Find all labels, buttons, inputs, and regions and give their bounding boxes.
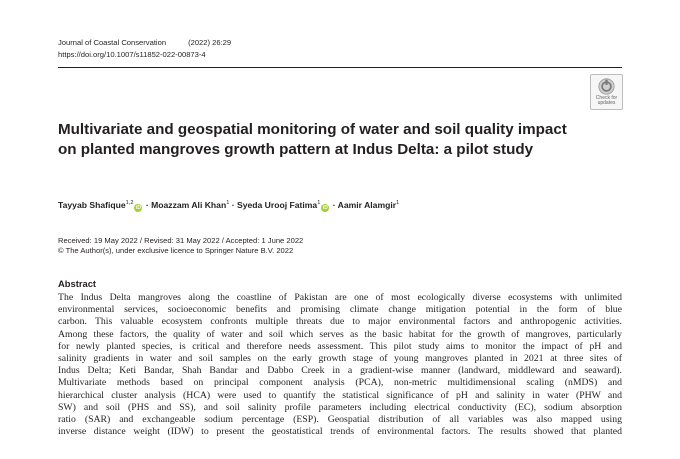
abstract-line: ratio (SAR) and exchangeable sodium percentage (ESP). Geospatial distribution of all variables was also mapped using (58, 414, 622, 426)
author-affiliation: 1 (317, 200, 321, 206)
abstract-line: The Indus Delta mangroves along the coastline of Pakistan are one of most ecologically diverse ecosystems with unlimited (58, 292, 622, 303)
check-updates-icon (598, 78, 615, 95)
badge-line-2: updates (597, 100, 616, 107)
author-4[interactable] (338, 200, 400, 210)
author-name: Aamir Alamgir (337, 200, 397, 210)
abstract-line: for newly planted species, is critical and therefore needs assessment. This pilot study aims to monitor the impact of pH and (58, 340, 622, 352)
abstract-line: salinity gradients in water and soil samples on the early growth stage of young mangroves planted in 2021 at three sites of (58, 353, 622, 365)
abstract-line: Indus Delta; Keti Bandar, Shah Bandar and Dabbo Creek in a gradient-wise manner (landward, middleward and seaward). (58, 365, 622, 377)
abstract-line: hierarchical cluster analysis (HCA) were used to quantify the statistical significance of pH and salinity in water (PHW and (58, 389, 622, 401)
author-separator: · (229, 200, 237, 210)
paper-title: Multivariate and geospatial monitoring of water and soil quality impact on planted mangroves growth pattern at Indus Delta: a pilot study (58, 121, 567, 158)
author-list (58, 200, 399, 212)
author-name: Moazzam Ali Khan (151, 200, 227, 210)
abstract-line: Multivariate methods based on principal component analysis (PCA), non-metric multidimensional scaling (nMDS) and (58, 377, 622, 389)
journal-name: Journal of Coastal Conservation (58, 38, 167, 47)
author-3[interactable] (237, 200, 320, 210)
orcid-icon[interactable]: iD (322, 205, 328, 211)
author-affiliation: 1,2 (125, 200, 134, 206)
publication-history (58, 236, 303, 257)
header-rule (58, 67, 622, 68)
abstract-heading: Abstract (58, 278, 97, 289)
abstract-line: carbon. This valuable ecosystem confronts multiple threats due to major environmental factors and anthropogenic activities. (58, 316, 622, 328)
abstract-line: Among these factors, the quality of water and soil which serves as the basic habitat for the growth of mangroves, particularly (58, 328, 622, 340)
journal-volume: (2022) 26:29 (188, 38, 232, 47)
abstract-body (58, 292, 622, 438)
journal-header (58, 37, 231, 60)
abstract-line: inverse distance weight (IDW) to present the geostatistical trends of environmental factors. The results showed that planted (58, 426, 622, 438)
badge-line-1: Check for (595, 95, 618, 101)
author-name: Tayyab Shafique (58, 200, 126, 210)
author-separator: · (143, 200, 152, 210)
orcid-icon[interactable]: iD (135, 205, 141, 211)
author-affiliation: 1 (226, 200, 230, 206)
copyright-notice: © The Author(s), under exclusive licence to Springer Nature B.V. 2022 (58, 246, 294, 256)
doi-link[interactable]: https://doi.org/10.1007/s11852-022-00873-4 (58, 49, 206, 59)
author-separator: · (330, 200, 338, 210)
check-for-updates-badge[interactable] (590, 74, 623, 110)
abstract-line: SW) and soil (PHS and SS), and soil salinity profile parameters including electrical conductivity (EC), sodium absorption (58, 401, 622, 413)
author-name: Syeda Urooj Fatima (236, 200, 318, 210)
journal-citation-row (58, 37, 231, 49)
author-1[interactable] (58, 200, 133, 210)
abstract-line: environmental services, socioeconomic benefits and promising climate change mitigation potential in the form of blue (58, 304, 622, 316)
received-revised-accepted-dates: Received: 19 May 2022 / Revised: 31 May 2022 / Accepted: 1 June 2022 (58, 236, 304, 245)
author-affiliation: 1 (396, 200, 400, 206)
author-2[interactable] (151, 200, 229, 210)
